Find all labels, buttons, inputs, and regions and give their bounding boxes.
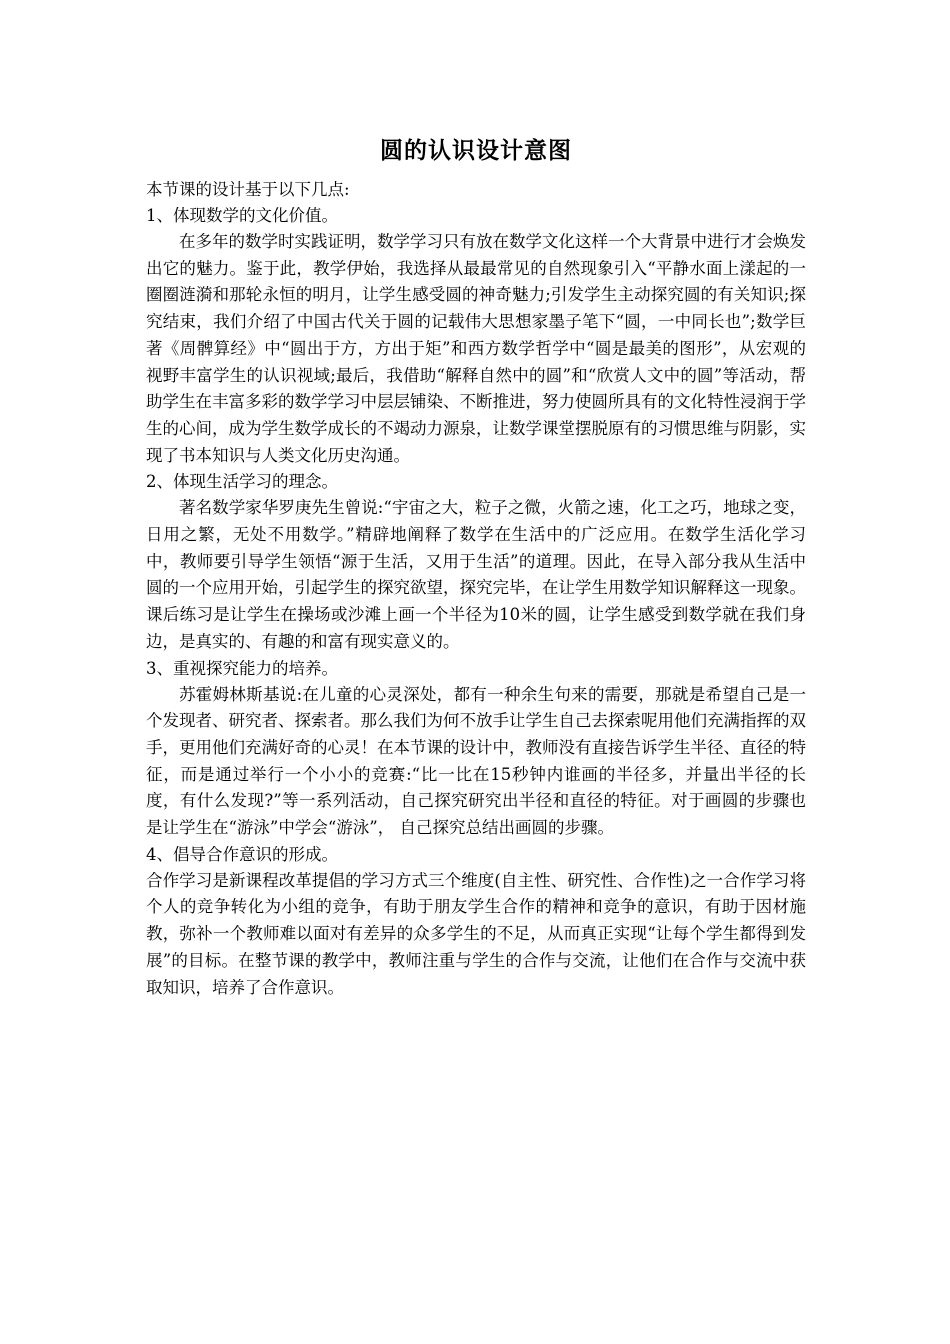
document-title: 圆的认识设计意图 [380,138,572,164]
section-1-body: 在多年的数学时实践证明，数学学习只有放在数学文化这样一个大背景中进行才会焕发出它的魅力。鉴于此，教学伊始，我选择从最最常见的自然现象引入“平静水面上漾起的一圈圈涟漪和那轮永恒的明月，让学生感受圆的神奇魅力;引发学生主动探究圆的有关知识;探究结束，我们介绍了中国古代关于圆的记载伟大思想家墨子笔下“圆，一中同长也”;数学巨著《周髀算经》中“圆出于方，方出于矩”和西方数学哲学中“圆是最美的图形”，从宏观的视野丰富学生的认识视域;最后，我借助“解释自然中的圆”和“欣赏人文中的圆”等活动，帮助学生在丰富多彩的数学学习中层层铺染、不断推进，努力使圆所具有的文化特性浸润于学生的心间，成为学生数学成长的不竭动力源泉，让数学课堂摆脱原有的习惯思维与阴影，实现了书本知识与人类文化历史沟通。 [146,232,806,465]
section-4-heading: 4、倡导合作意识的形成。 [146,844,338,864]
section-3-body: 苏霍姆林斯基说:在儿童的心灵深处，都有一种余生句来的需要，那就是希望自己是一个发现者、研究者、探索者。那么我们为何不放手让学生自己去探索呢用他们充满指挥的双手，更用他们充满好奇的心灵！在本节课的设计中，教师没有直接告诉学生半径、直径的特征，而是通过举行一个小小的竞赛:“比一比在15秒钟内谁画的半径多，并量出半径的长度，有什么发现?”等一系列活动，自己探究研究出半径和直径的特征。对于画圆的步骤也是让学生在“游泳”中学会“游泳”， 自己探究总结出画圆的步骤。 [146,684,806,838]
section-2-body: 著名数学家华罗庚先生曾说:“宇宙之大，粒子之微，火箭之速，化工之巧，地球之变，日用之繁，无处不用数学。”精辟地阐释了数学在生活中的广泛应用。在数学生活化学习中，教师要引导学生领悟“源于生活，又用于生活”的道理。因此，在导入部分我从生活中圆的一个应用开始，引起学生的探究欲望，探究完毕，在让学生用数学知识解释这一现象。课后练习是让学生在操场或沙滩上画一个半径为10米的圆，让学生感受到数学就在我们身边，是真实的、有趣的和富有现实意义的。 [146,498,806,651]
section-3-heading: 3、重视探究能力的培养。 [146,658,338,678]
section-4-body: 合作学习是新课程改革提倡的学习方式三个维度(自主性、研究性、合作性)之一合作学习将个人的竞争转化为小组的竞争，有助于朋友学生合作的精神和竞争的意识，有助于因材施教，弥补一个教师难以面对有差异的众多学生的不足，从而真正实现“让每个学生都得到发展”的目标。在整节课的教学中，教师注重与学生的合作与交流，让他们在合作与交流中获取知识，培养了合作意识。 [146,870,806,997]
section-2-heading: 2、体现生活学习的理念。 [146,472,338,492]
intro-text: 本节课的设计基于以下几点: [146,180,350,199]
section-1-heading: 1、体现数学的文化价值。 [146,206,338,225]
document-page [146,128,806,1001]
